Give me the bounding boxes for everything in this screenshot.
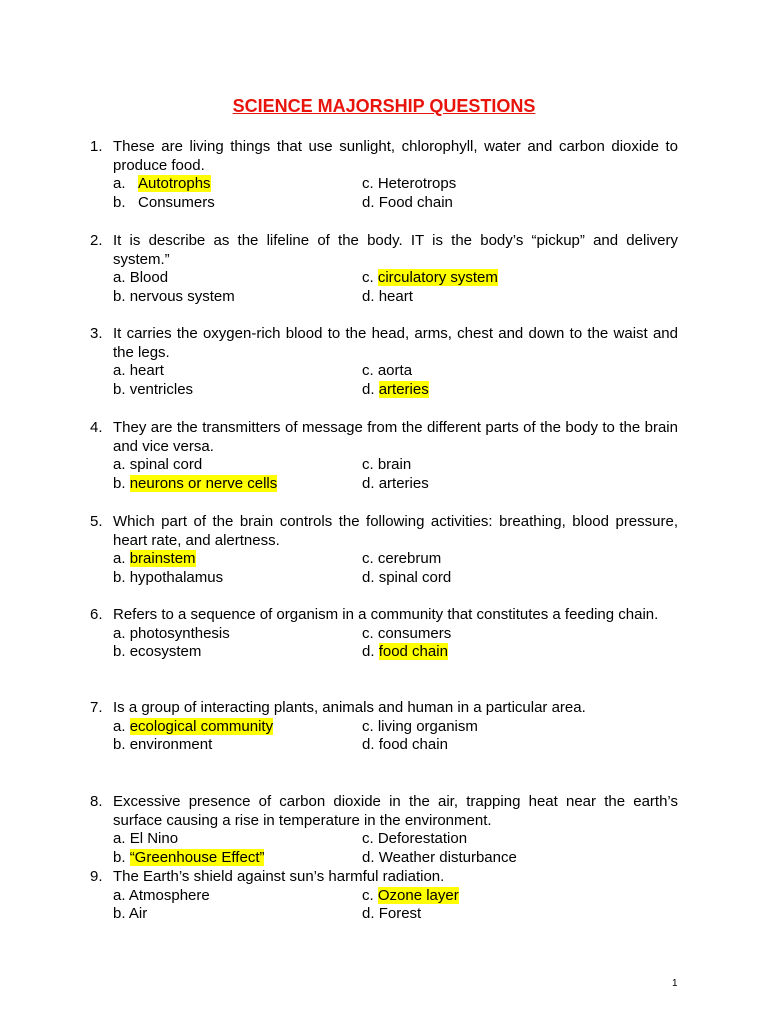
question-number: 1.: [90, 138, 103, 155]
option-letter: c.: [362, 362, 378, 380]
option-row: [90, 830, 678, 849]
option-row: [90, 643, 678, 662]
option-letter: c.: [362, 175, 378, 193]
option-label: photosynthesis: [129, 624, 230, 642]
answer-option: [113, 175, 211, 194]
question-6: [90, 606, 678, 662]
question-2: [90, 232, 678, 307]
option-letter: b.: [113, 288, 130, 306]
option-letter: b.: [113, 849, 130, 867]
option-letter: a.: [113, 269, 130, 287]
option-row: [90, 625, 678, 644]
correct-answer-highlight: brainstem: [129, 550, 196, 568]
question-3: [90, 325, 678, 400]
question-number: 2.: [90, 232, 103, 249]
question-text: Excessive presence of carbon dioxide in the air, trapping heat near the earth’s surface causing a rise in temperature in the environment.: [113, 793, 678, 829]
answer-option: [113, 362, 164, 381]
question-text: They are the transmitters of message from the different parts of the body to the brain and vice versa.: [113, 419, 678, 455]
answer-option: [362, 905, 421, 924]
option-label: heart: [378, 288, 413, 306]
option-letter: c.: [362, 624, 378, 642]
option-label: Food chain: [378, 194, 453, 212]
option-letter: a.: [113, 717, 130, 735]
option-label: cerebrum: [377, 550, 442, 568]
question-number: 9.: [90, 868, 103, 885]
option-row: [90, 550, 678, 569]
answer-option: [113, 269, 168, 288]
option-letter: b.: [113, 569, 130, 587]
question-stem: [90, 606, 678, 625]
option-label: Consumers: [138, 194, 215, 212]
question-7: [90, 699, 678, 755]
option-row: [90, 288, 678, 307]
option-row: [90, 381, 678, 400]
answer-option: [362, 849, 517, 868]
option-label: heart: [129, 362, 164, 380]
option-label: spinal cord: [129, 456, 203, 474]
answer-option: [113, 475, 277, 494]
question-stem: [90, 699, 678, 718]
answer-option: [362, 362, 412, 381]
option-label: hypothalamus: [129, 569, 224, 587]
question-5: [90, 513, 678, 588]
question-number: 4.: [90, 419, 103, 436]
option-letter: a.: [113, 175, 139, 193]
option-letter: d.: [362, 849, 379, 867]
option-label: Atmosphere: [128, 886, 210, 904]
answer-option: [113, 456, 202, 475]
option-label: nervous system: [129, 288, 235, 306]
option-row: [90, 718, 678, 737]
question-stem: [90, 513, 678, 550]
option-label: Air: [128, 905, 148, 923]
option-letter: d.: [362, 643, 379, 661]
option-row: [90, 736, 678, 755]
correct-answer-highlight: circulatory system: [377, 269, 498, 287]
option-label: Heterotrops: [377, 175, 457, 193]
option-label: Deforestation: [377, 830, 468, 848]
question-text: It carries the oxygen-rich blood to the head, arms, chest and down to the waist and the legs.: [113, 325, 678, 361]
option-letter: d.: [362, 381, 379, 399]
option-letter: b.: [113, 381, 130, 399]
option-letter: b.: [113, 905, 129, 923]
option-letter: d.: [362, 475, 379, 493]
option-label: environment: [129, 736, 213, 754]
answer-option: [362, 194, 453, 213]
option-label: food chain: [378, 736, 448, 754]
answer-option: [113, 905, 147, 924]
option-letter: b.: [113, 643, 130, 661]
question-9: [90, 868, 678, 924]
question-number: 6.: [90, 606, 103, 623]
option-letter: d.: [362, 288, 379, 306]
answer-option: [113, 718, 273, 737]
question-stem: [90, 138, 678, 175]
option-label: Weather disturbance: [378, 849, 517, 867]
option-label: brain: [377, 456, 412, 474]
answer-option: [113, 830, 178, 849]
option-label: consumers: [377, 624, 452, 642]
option-letter: b.: [113, 736, 130, 754]
option-row: [90, 887, 678, 906]
answer-option: [362, 830, 467, 849]
correct-answer-highlight: food chain: [378, 643, 448, 661]
option-letter: a.: [113, 550, 130, 568]
question-text: Is a group of interacting plants, animals and human in a particular area.: [113, 699, 586, 716]
answer-option: [113, 194, 215, 213]
answer-option: [362, 269, 498, 288]
option-letter: a.: [113, 886, 129, 904]
option-label: living organism: [377, 717, 478, 735]
option-letter: d.: [362, 569, 379, 587]
option-letter: c.: [362, 269, 378, 287]
option-letter: c.: [362, 886, 378, 904]
option-row: [90, 456, 678, 475]
option-letter: a.: [113, 456, 130, 474]
option-label: El Nino: [129, 830, 179, 848]
option-row: [90, 849, 678, 868]
question-stem: [90, 868, 678, 887]
correct-answer-highlight: Ozone layer: [377, 886, 459, 904]
option-letter: c.: [362, 456, 378, 474]
answer-option: [113, 887, 210, 906]
option-letter: c.: [362, 717, 378, 735]
answer-option: [113, 736, 212, 755]
option-letter: a.: [113, 830, 130, 848]
answer-option: [362, 643, 448, 662]
option-letter: a.: [113, 362, 130, 380]
option-letter: c.: [362, 550, 378, 568]
option-letter: a.: [113, 624, 130, 642]
question-text: Refers to a sequence of organism in a community that constitutes a feeding chain.: [113, 606, 659, 623]
answer-option: [362, 456, 411, 475]
answer-option: [113, 381, 193, 400]
option-letter: b.: [113, 194, 139, 212]
question-text: Which part of the brain controls the following activities: breathing, blood pressure, heart rate, and alertness.: [113, 513, 678, 549]
page-number: 1: [672, 978, 678, 989]
answer-option: [362, 175, 456, 194]
option-letter: d.: [362, 194, 379, 212]
question-number: 3.: [90, 325, 103, 342]
answer-option: [362, 569, 451, 588]
answer-option: [362, 736, 448, 755]
option-letter: d.: [362, 736, 379, 754]
answer-option: [362, 288, 413, 307]
question-stem: [90, 419, 678, 456]
answer-option: [362, 475, 429, 494]
option-row: [90, 475, 678, 494]
question-number: 5.: [90, 513, 103, 530]
option-row: [90, 269, 678, 288]
answer-option: [113, 849, 264, 868]
answer-option: [113, 288, 235, 307]
correct-answer-highlight: “Greenhouse Effect”: [129, 849, 265, 867]
question-stem: [90, 793, 678, 830]
answer-option: [362, 381, 429, 400]
answer-option: [113, 625, 230, 644]
question-number: 7.: [90, 699, 103, 716]
question-number: 8.: [90, 793, 103, 810]
question-8: [90, 793, 678, 868]
question-text: These are living things that use sunlight, chlorophyll, water and carbon dioxide to produce food.: [113, 138, 678, 174]
option-label: Blood: [129, 269, 169, 287]
option-label: arteries: [378, 475, 429, 493]
question-text: The Earth’s shield against sun’s harmful radiation.: [113, 868, 445, 885]
answer-option: [113, 569, 223, 588]
option-label: Forest: [378, 905, 422, 923]
answer-option: [113, 550, 196, 569]
answer-option: [113, 643, 201, 662]
answer-option: [362, 887, 459, 906]
correct-answer-highlight: arteries: [378, 381, 429, 399]
option-label: spinal cord: [378, 569, 452, 587]
option-row: [90, 362, 678, 381]
question-text: It is describe as the lifeline of the body. IT is the body’s “pickup” and delivery system.”: [113, 232, 678, 268]
correct-answer-highlight: neurons or nerve cells: [129, 475, 278, 493]
option-row: [90, 569, 678, 588]
option-label: aorta: [377, 362, 413, 380]
question-4: [90, 419, 678, 494]
option-letter: b.: [113, 475, 130, 493]
answer-option: [362, 625, 451, 644]
answer-option: [362, 718, 478, 737]
page-title: SCIENCE MAJORSHIP QUESTIONS: [232, 96, 536, 116]
option-row: [90, 905, 678, 924]
answer-option: [362, 550, 441, 569]
correct-answer-highlight: ecological community: [129, 717, 274, 735]
option-letter: c.: [362, 830, 378, 848]
option-row: [90, 194, 678, 213]
question-1: [90, 138, 678, 213]
correct-answer-highlight: Autotrophs: [138, 175, 211, 193]
option-letter: d.: [362, 905, 379, 923]
question-stem: [90, 232, 678, 269]
question-stem: [90, 325, 678, 362]
option-label: ventricles: [129, 381, 194, 399]
option-row: [90, 175, 678, 194]
option-label: ecosystem: [129, 643, 202, 661]
